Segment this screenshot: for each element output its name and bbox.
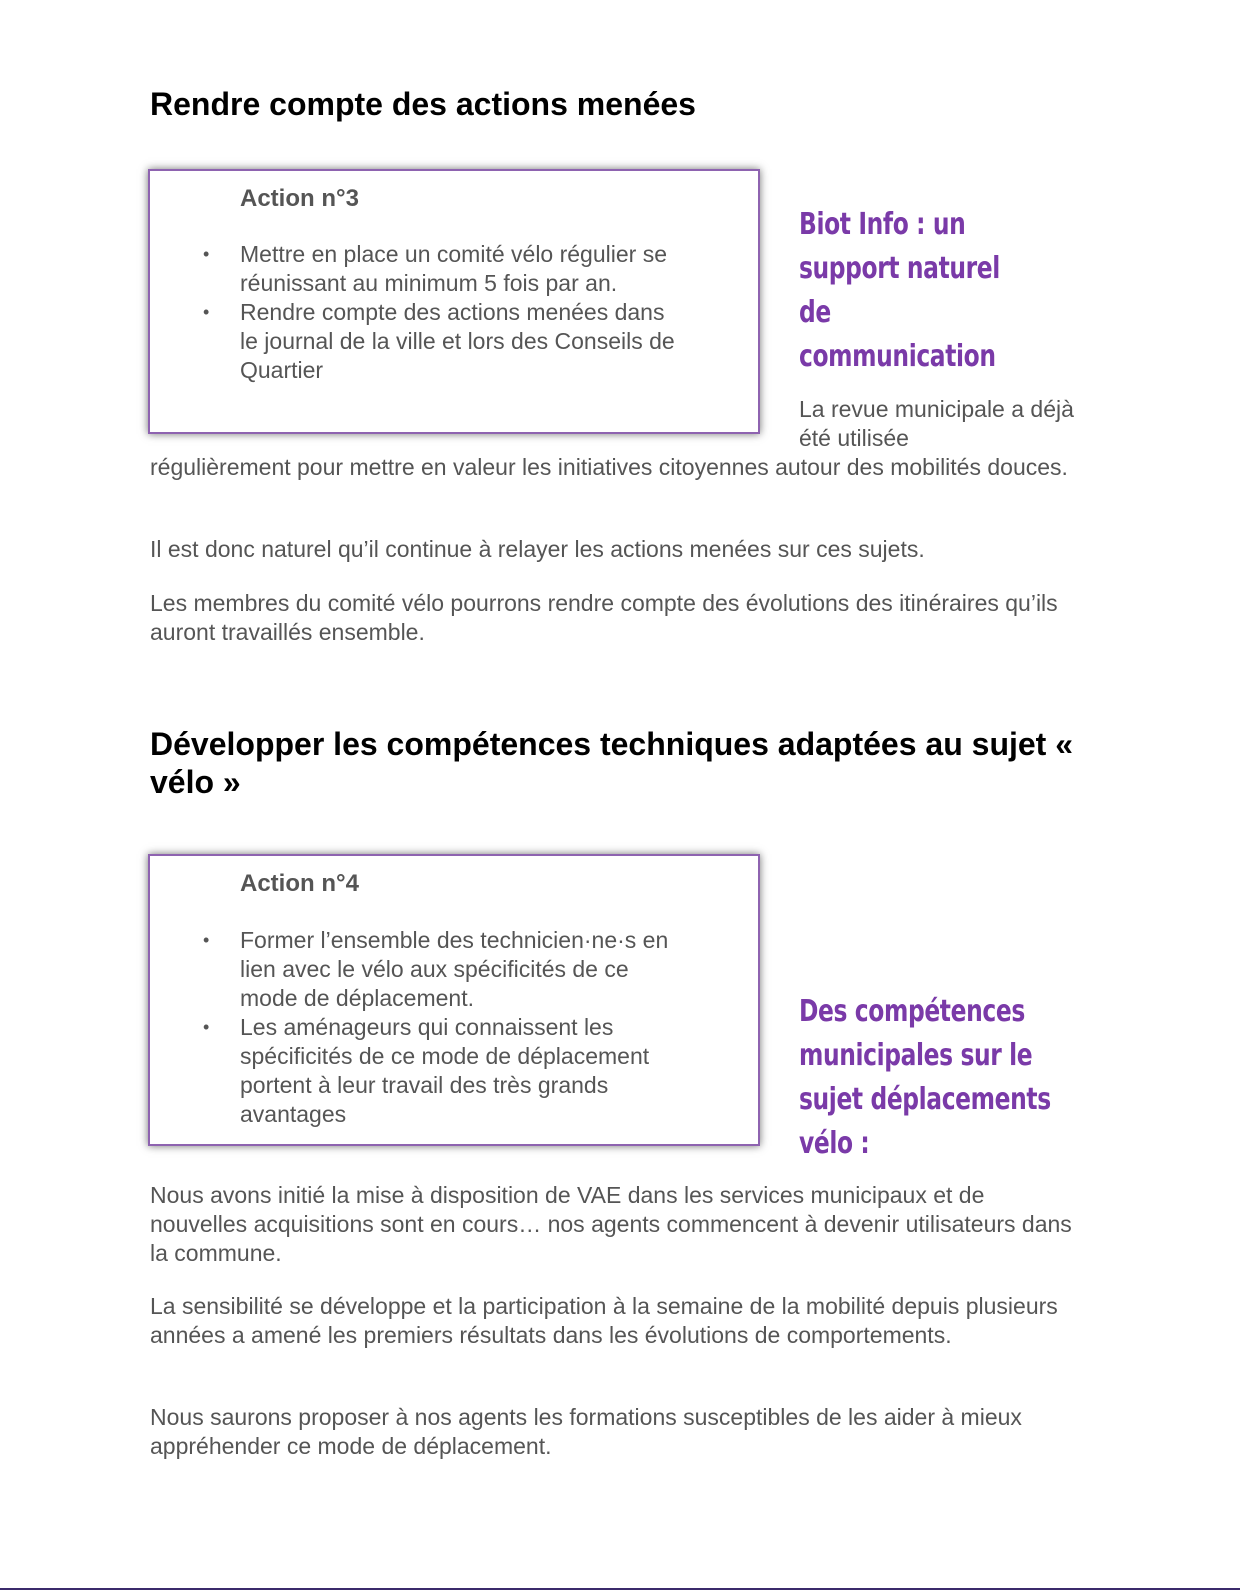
list-item-text: Les aménageurs qui connaissent les spécificités de ce mode de déplacement portent à leur travail des très grands avantages	[240, 1014, 650, 1127]
list-item-text: Rendre compte des actions menées dans le journal de la ville et lors des Conseils de Quartier	[240, 299, 675, 383]
section2-heading: Développer les compétences techniques adaptées au sujet « vélo »	[150, 726, 1074, 800]
side-title-biot-info: Biot Info : un support naturel de communication	[799, 207, 1000, 374]
action-box-title: Action n°4	[240, 870, 359, 897]
paragraph: Il est donc naturel qu’il continue à relayer les actions menées sur ces sujets.	[150, 536, 925, 562]
bullet-icon: •	[203, 1017, 210, 1037]
paragraph: La sensibilité se développe et la participation à la semaine de la mobilité depuis plusieurs années a amené les premiers résultats dans les évolutions de comportements.	[150, 1293, 1058, 1348]
list-item	[203, 298, 680, 385]
paragraph: Les membres du comité vélo pourrons rendre compte des évolutions des itinéraires qu’ils auront travaillés ensemble.	[150, 590, 1058, 645]
side-title-competences: Des compétences municipales sur le sujet déplacements vélo :	[799, 994, 1051, 1161]
action-box-4	[148, 854, 760, 1146]
list-item-text: Mettre en place un comité vélo régulier se réunissant au minimum 5 fois par an.	[240, 241, 667, 296]
action-box-3	[148, 169, 760, 434]
paragraph: Nous avons initié la mise à disposition de VAE dans les services municipaux et de nouvelles acquisitions sont en cours… nos agents commencent à devenir utilisateurs dans la commune.	[150, 1182, 1072, 1266]
bullet-icon: •	[203, 302, 210, 322]
list-item-text: Former l’ensemble des technicien·ne·s en lien avec le vélo aux spécificités de ce mode de déplacement.	[240, 927, 669, 1011]
action-list	[203, 926, 680, 1129]
intro-right-text: La revue municipale a déjà été utilisée	[799, 396, 1074, 451]
list-item	[203, 240, 680, 298]
section1-heading: Rendre compte des actions menées	[150, 86, 696, 122]
paragraph: Nous saurons proposer à nos agents les formations susceptibles de les aider à mieux appréhender ce mode de déplacement.	[150, 1404, 1022, 1459]
action-list	[203, 240, 680, 385]
list-item	[203, 1013, 680, 1129]
bullet-icon: •	[203, 930, 210, 950]
list-item	[203, 926, 680, 1013]
page-bottom-rule	[0, 1588, 1240, 1590]
intro-continued-text: régulièrement pour mettre en valeur les initiatives citoyennes autour des mobilités douces.	[150, 454, 1068, 480]
action-box-title: Action n°3	[240, 185, 359, 212]
bullet-icon: •	[203, 244, 210, 264]
